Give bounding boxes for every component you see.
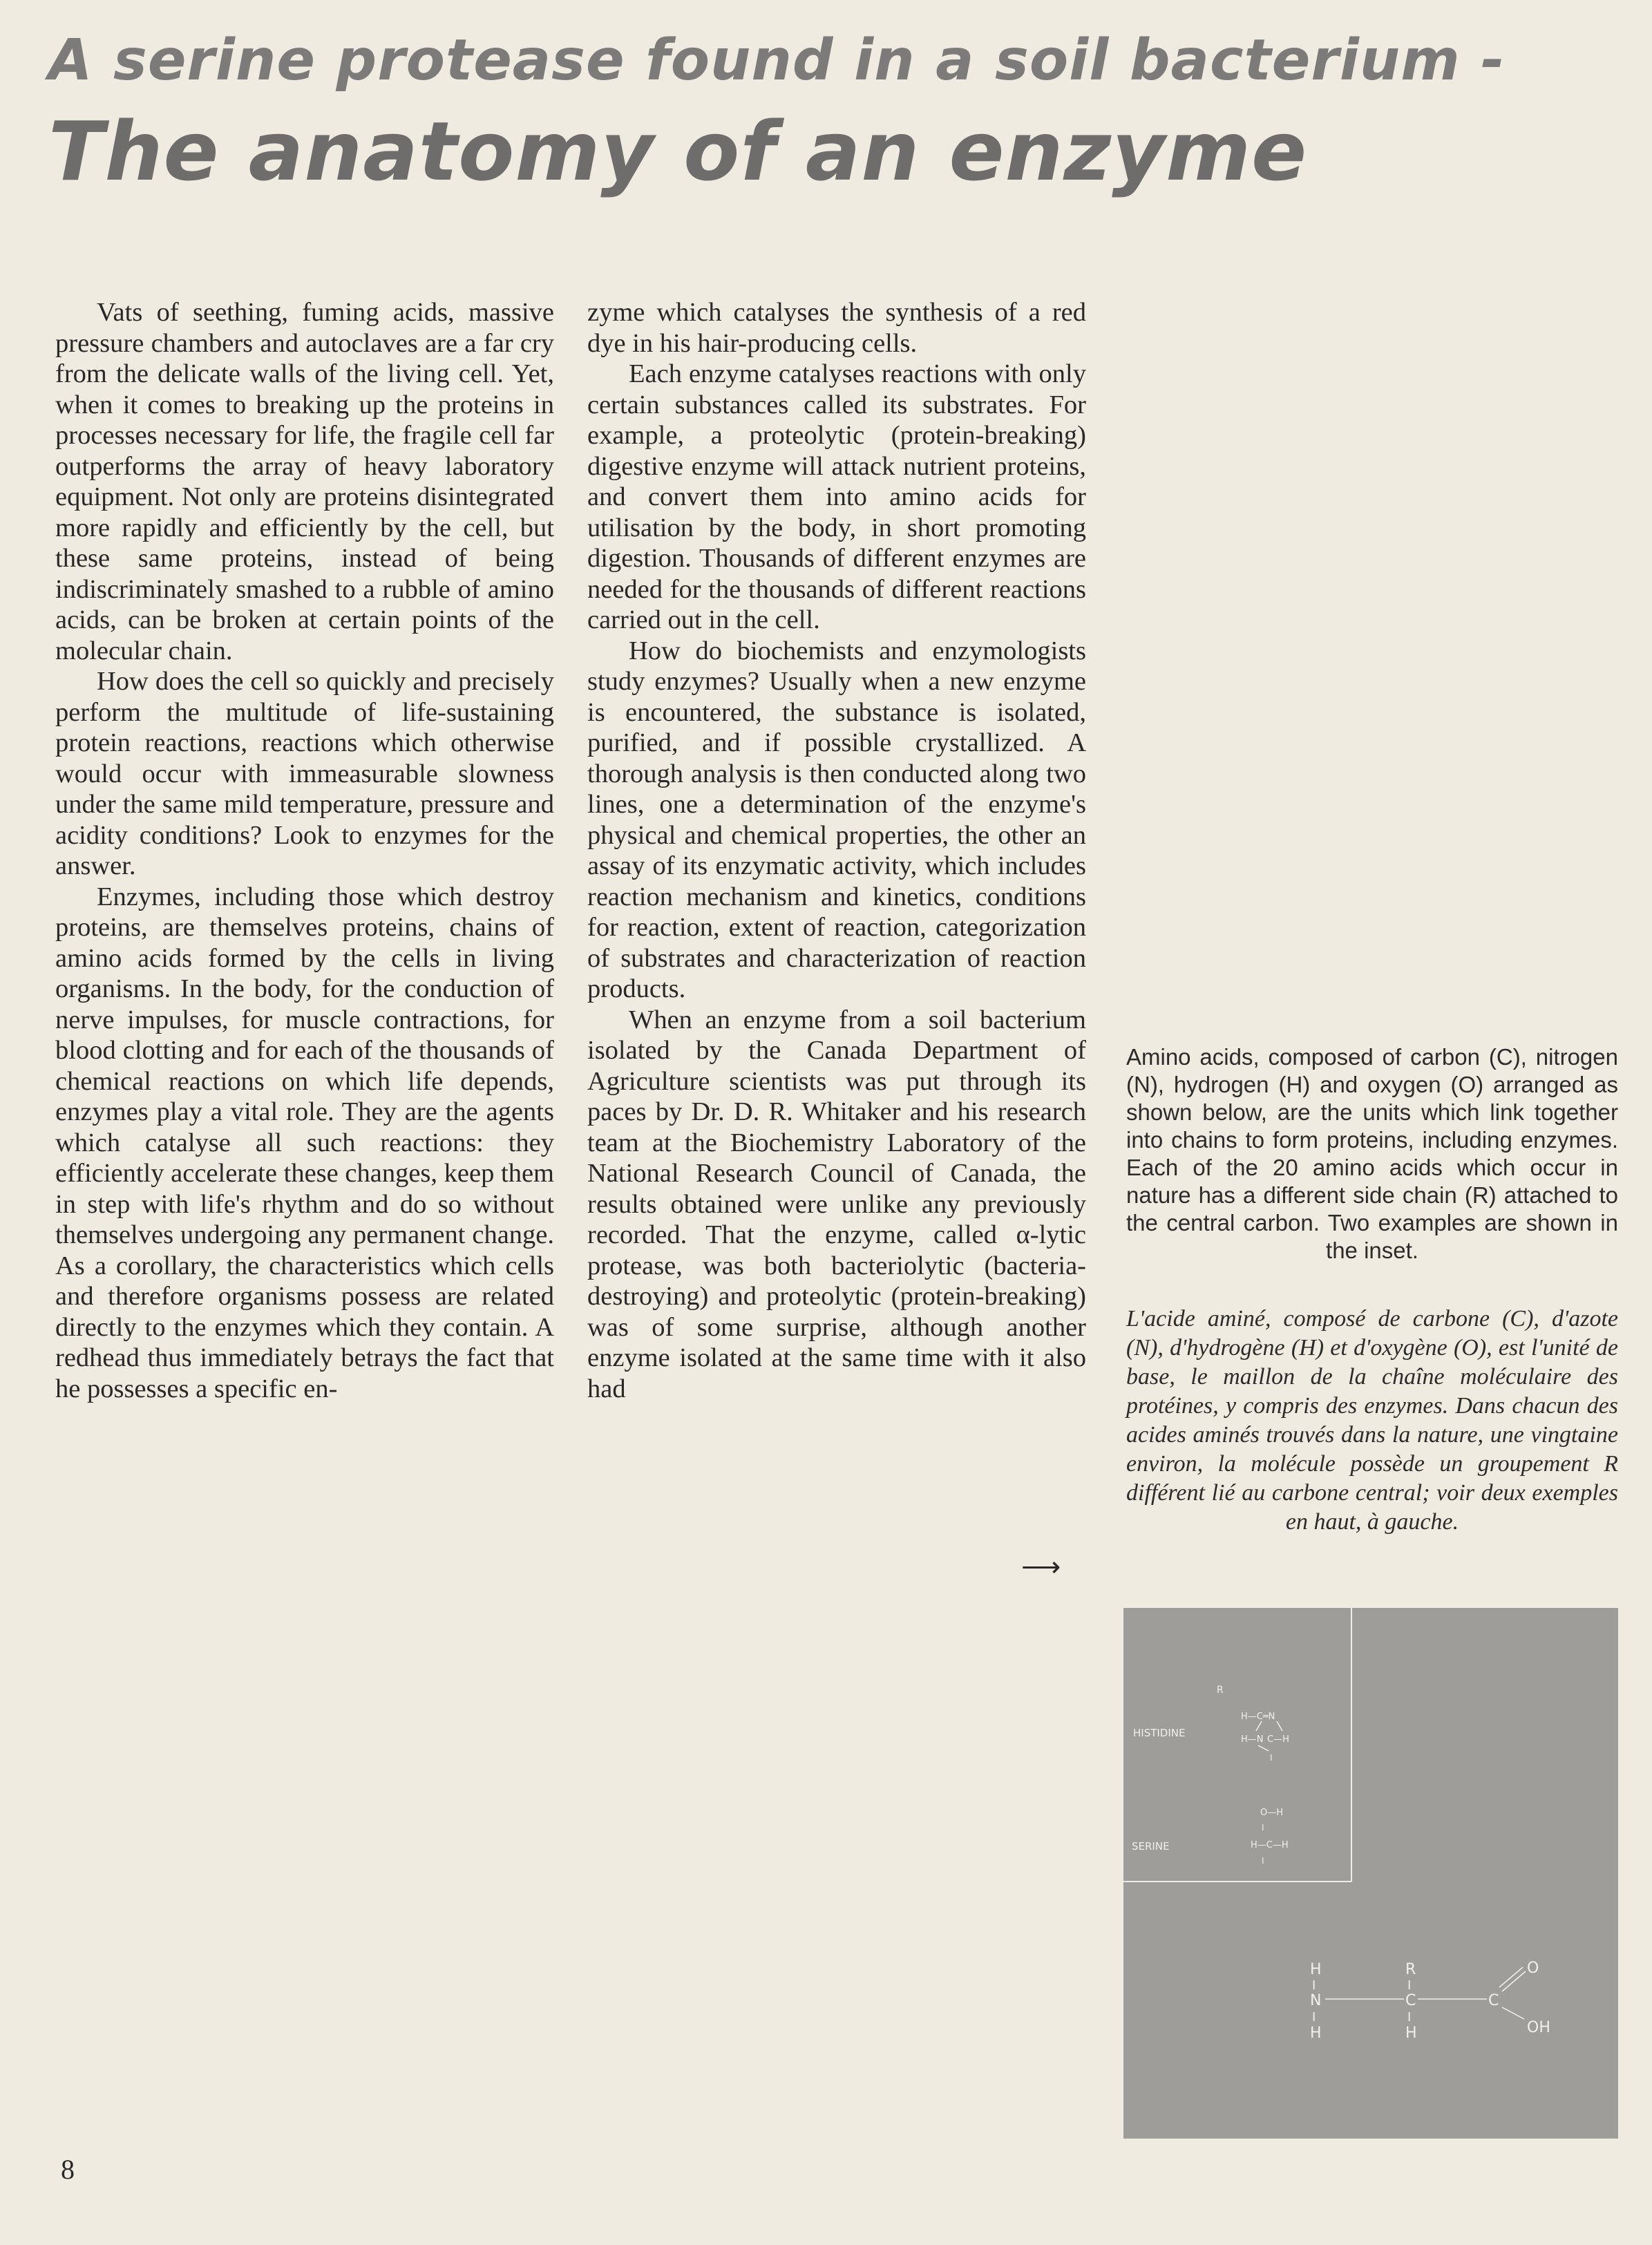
serine-ch: H—C—H (1251, 1840, 1289, 1850)
histidine-ring-left: H—N (1241, 1734, 1264, 1745)
inset-r-label: R (1217, 1685, 1224, 1696)
paragraph: zyme which catalyses the synthesis of a red dye in his hair-producing cells. (587, 298, 1086, 358)
paragraph: When an enzyme from a soil bacterium isolated by the Canada Department of Agriculture scientists was put through its paces by Dr. D. R. Whitaker and his research team at the Biochemistry Laboratory of the National Research Council of Canada, the results obtained were unlike any previously recorded. That the enzyme, called α-lytic protease, was both bacteriolytic (bacteria-destroying) and proteolytic (protein-breaking) was of some surprise, although another enzyme isolated at the same time with it also had (587, 1005, 1086, 1403)
histidine-label: HISTIDINE (1133, 1727, 1186, 1739)
amine-bond-top: I (1312, 1978, 1316, 1993)
amine-n: N (1310, 1992, 1322, 2009)
amine-h-top: H (1310, 1961, 1322, 1978)
amino-acid-diagram (1123, 1608, 1618, 2139)
serine-bond-bottom: I (1262, 1856, 1264, 1866)
body-column-2 (587, 297, 1086, 1404)
carboxyl-oh: OH (1527, 2019, 1550, 2036)
central-carbon: C (1405, 1992, 1416, 2009)
central-bond-top: I (1407, 1978, 1412, 1993)
paragraph: Enzymes, including those which destroy proteins, are themselves proteins, chains of amino acids formed by the cells in living organisms. In the body, for the conduction of nerve impulses, for muscle contractions, for blood clotting and for each of the thousands of chemical reactions on which life depends, enzymes play a vital role. They are the agents which catalyse all such reactions: they efficiently accelerate these changes, keep them in step with life's rhythm and do so without themselves undergoing any permanent change. As a corollary, the characteristics which cells and therefore organisms possess are related directly to the enzymes which they contain. A redhead thus immediately betrays the fact that he possesses a specific en- (55, 882, 554, 1403)
carboxyl-oxygen: O (1527, 1960, 1539, 1977)
article-kicker: A serine protease found in a soil bacterium - (48, 28, 1506, 93)
paragraph: Vats of seething, fuming acids, massive pressure chambers and autoclaves are a far cry from the delicate walls of the living cell. Yet, when it comes to breaking up the proteins in processes necessary for life, the fragile cell far outperforms the array of heavy laboratory equipment. Not only are proteins disintegrated more rapidly and efficiently by the cell, but these same proteins, instead of being indiscriminately smashed to a rubble of amino acids, can be broken at certain points of the molecular chain. (55, 298, 554, 665)
carboxyl-carbon: C (1488, 1992, 1499, 2009)
figure-caption-english: Amino acids, composed of carbon (C), nitrogen (N), hydrogen (H) and oxygen (O) arranged as shown below, are the units which link together into chains to form proteins, including enzymes. Each of the 20 amino acids which occur in nature has a different side chain (R) attached to the central carbon. Two examples are shown in the inset. (1126, 1044, 1618, 1263)
body-column-1 (55, 297, 554, 1404)
figure-caption-french: L'acide aminé, composé de carbone (C), d'azote (N), d'hydrogène (H) et d'oxygène (O), est l'unité de base, le maillon de la chaîne moléculaire des protéines, y compris des enzymes. Dans chacun des acides aminés trouvés dans la nature, une vingtaine environ, la molécule possède un groupement R différent lié au carbone central; voir deux exemples en haut, à gauche. (1126, 1306, 1618, 1535)
central-bond-bottom: I (1407, 2010, 1412, 2025)
amino-acid-figure (1123, 1608, 1618, 2139)
paragraph: How do biochemists and enzymologists study enzymes? Usually when a new enzyme is encountered, the substance is isolated, purified, and if possible crystallized. A thorough analysis is then conducted along two lines, one a determination of the enzyme's physical and chemical properties, the other an assay of its enzymatic activity, which includes reaction mechanism and kinetics, conditions for reaction, extent of reaction, categorization of substrates and characterization of reaction products. (587, 636, 1086, 1003)
paragraph: How does the cell so quickly and precisely perform the multitude of life-sustaining protein reactions, reactions which otherwise would occur with immeasurable slowness under the same mild temperature, pressure and acidity conditions? Look to enzymes for the answer. (55, 667, 554, 880)
side-chain-r: R (1405, 1961, 1416, 1978)
histidine-bond: I (1270, 1753, 1273, 1763)
central-h: H (1405, 2025, 1417, 2042)
serine-label: SERINE (1132, 1840, 1170, 1853)
paragraph: Each enzyme catalyses reactions with only certain substances called its substrates. For example, a proteolytic (protein-breaking) digestive enzyme will attack nutrient proteins, and convert them into amino acids for utilisation by the body, in short promoting digestion. Thousands of different enzymes are needed for the thousands of different reactions carried out in the cell. (587, 359, 1086, 634)
serine-oh: O—H (1260, 1808, 1284, 1818)
histidine-ring-right: C—H (1267, 1734, 1289, 1745)
histidine-ring-top: H—C═N (1241, 1712, 1275, 1722)
article-title: The anatomy of an enzyme (48, 104, 1308, 199)
amine-bond-bottom: I (1312, 2010, 1316, 2025)
amine-h-bottom: H (1310, 2025, 1322, 2042)
serine-bond-top: I (1262, 1823, 1264, 1832)
page-number: 8 (61, 2154, 75, 2185)
continued-arrow-icon: ⟶ (1021, 1551, 1061, 1582)
